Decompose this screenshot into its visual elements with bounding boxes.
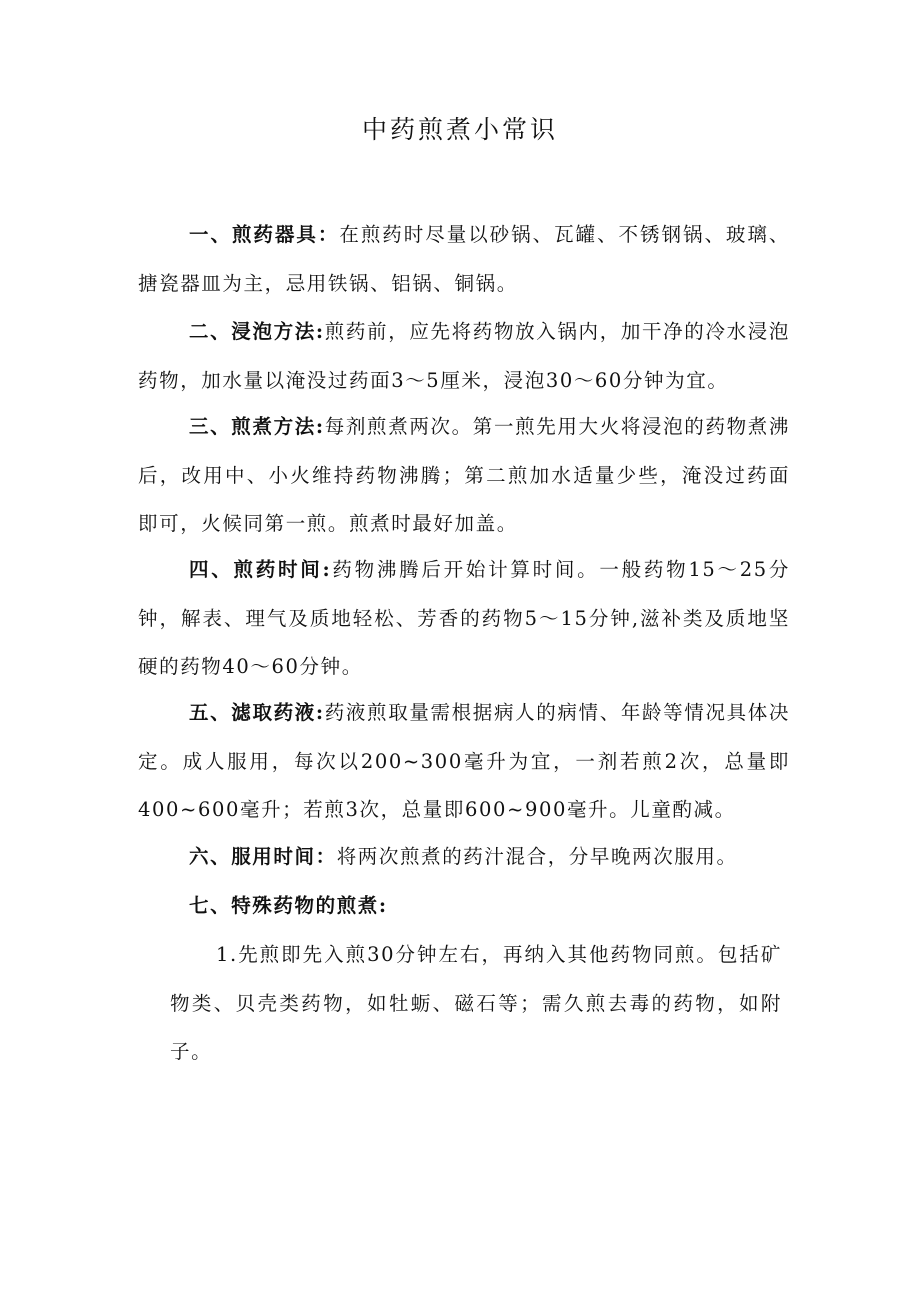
section-decocting <box>138 403 790 549</box>
section-filtering <box>138 689 790 835</box>
section-heading: 二、浸泡方法: <box>189 320 325 343</box>
section-heading: 五、滤取药液: <box>189 701 325 724</box>
section-heading: 三、煎煮方法: <box>189 415 325 438</box>
section-text: 煎药前，应先将药物放入锅内，加干净的冷水浸泡药物，加水量以淹没过药面3～5厘米，浸泡30～60分钟为宜。 <box>138 320 790 392</box>
section-soaking <box>138 308 790 405</box>
document-title: 中药煎煮小常识 <box>361 115 558 144</box>
section-utensils <box>138 211 790 308</box>
section-text: 在煎药时尽量以砂锅、瓦罐、不锈钢锅、玻璃、搪瓷器皿为主，忌用铁锅、铝锅、铜锅。 <box>138 223 790 295</box>
section-timing <box>138 833 790 882</box>
section-text: 将两次煎煮的药汁混合，分早晚两次服用。 <box>336 845 738 868</box>
section-heading: 六、服用时间： <box>189 845 337 868</box>
section-text: 每剂煎煮两次。第一煎先用大火将浸泡的药物煮沸后，改用中、小火维持药物沸腾；第二煎加水适量少些，淹没过药面即可，火候同第一煎。煎煮时最好加盖。 <box>138 415 790 535</box>
special-subitem-1: 1.先煎即先入煎30分钟左右，再纳入其他药物同煎。包括矿物类、贝壳类药物，如牡蛎、磁石等；需久煎去毒的药物，如附子。 <box>170 943 782 1063</box>
section-duration <box>138 546 790 692</box>
section-text: 药物沸腾后开始计算时间。一般药物15～25分钟，解表、理气及质地轻松、芳香的药物5～15分钟,滋补类及质地坚硬的药物40～60分钟。 <box>138 558 791 678</box>
section-heading: 四、煎药时间: <box>189 558 332 581</box>
section-heading: 一、煎药器具： <box>189 223 340 246</box>
section-special <box>138 882 790 931</box>
section-heading: 七、特殊药物的煎煮: <box>189 894 388 917</box>
section-text: 药液煎取量需根据病人的病情、年龄等情况具体决定。成人服用，每次以200~300毫升为宜，一剂若煎2次，总量即400~600毫升；若煎3次，总量即600~900毫升。儿童酌减。 <box>138 701 790 821</box>
